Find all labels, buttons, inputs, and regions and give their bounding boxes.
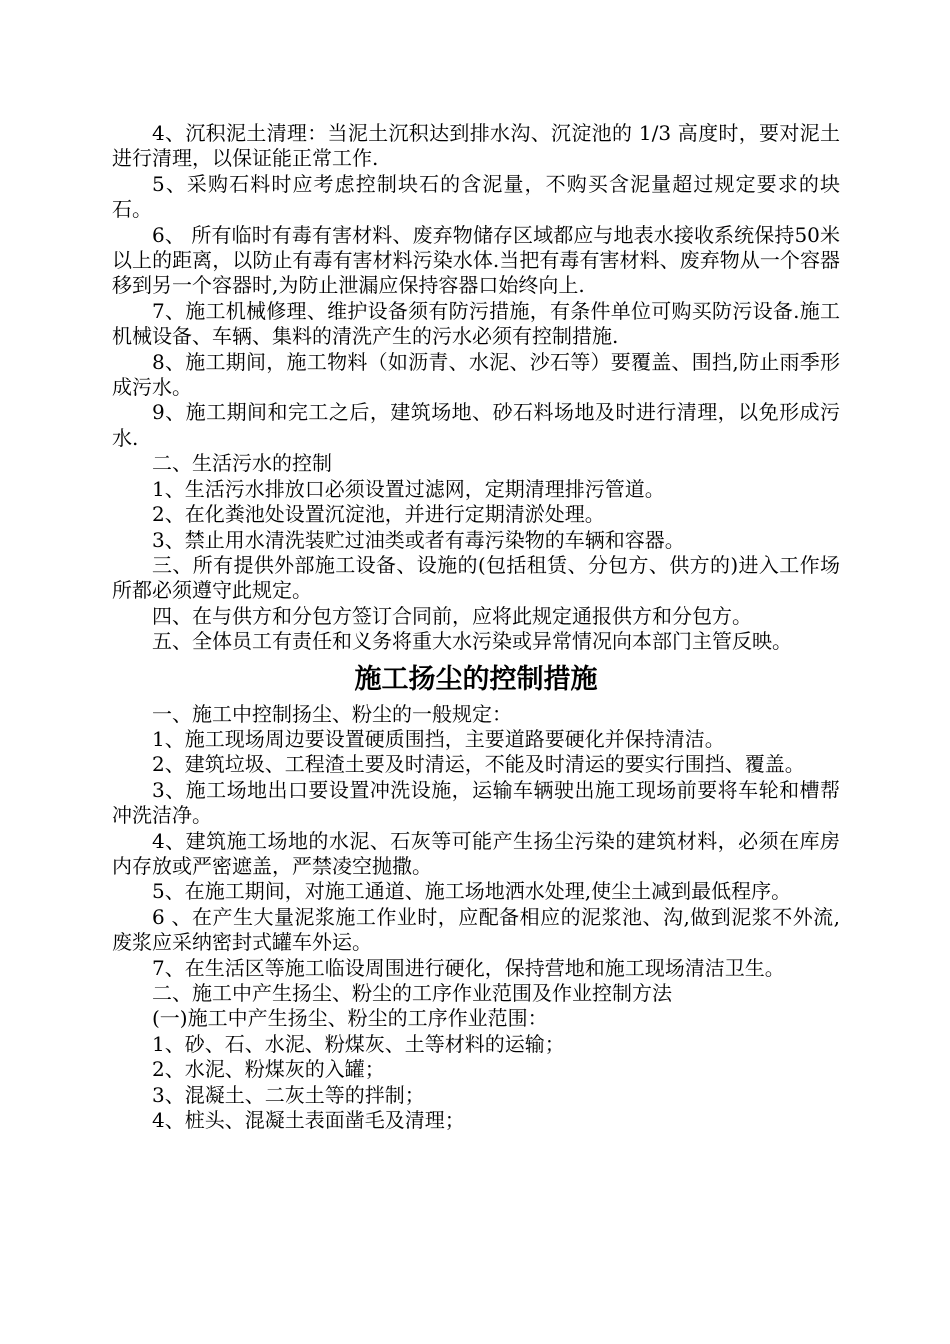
paragraph: 五、全体员工有责任和义务将重大水污染或异常情况向本部门主管反映。 — [152, 629, 792, 654]
paragraph: 2、在化粪池处设置沉淀池，并进行定期清淤处理。 — [152, 502, 605, 527]
paragraph: 2、建筑垃圾、工程渣土要及时清运，不能及时清运的要实行围挡、覆盖。 — [152, 752, 805, 777]
paragraph: 5、采购石料时应考虑控制块石的含泥量，不购买含泥量超过规定要求的块石。 — [112, 171, 840, 222]
paragraph: 三、所有提供外部施工设备、设施的(包括租赁、分包方、供方的)进入工作场所都必须遵守此规定。 — [112, 552, 840, 603]
list-item: 3、混凝土、二灰土等的拌制； — [152, 1082, 425, 1107]
subheading: (一)施工中产生扬尘、粉尘的工序作业范围： — [152, 1006, 548, 1031]
subheading: 二、生活污水的控制 — [152, 451, 332, 476]
paragraph: 四、在与供方和分包方签订合同前，应将此规定通报供方和分包方。 — [152, 603, 752, 628]
paragraph: 3、施工场地出口要设置冲洗设施，运输车辆驶出施工现场前要将车轮和槽帮冲洗洁净。 — [112, 777, 840, 828]
subheading: 一、施工中控制扬尘、粉尘的一般规定： — [152, 701, 512, 726]
paragraph: 5、在施工期间，对施工通道、施工场地洒水处理,使尘土减到最低程序。 — [152, 879, 792, 904]
paragraph: 8、施工期间，施工物料（如沥青、水泥、沙石等）要覆盖、围挡,防止雨季形成污水。 — [112, 349, 840, 400]
paragraph: 7、施工机械修理、维护设备须有防污措施，有条件单位可购买防污设备.施工机械设备、车辆、集料的清洗产生的污水必须有控制措施. — [112, 298, 840, 349]
paragraph: 4、沉积泥土清理：当泥土沉积达到排水沟、沉淀池的 1/3 高度时，要对泥土进行清理，以保证能正常工作. — [112, 121, 840, 171]
paragraph: 6 、在产生大量泥浆施工作业时，应配备相应的泥浆池、沟,做到泥浆不外流,废浆应采纳密封式罐车外运。 — [112, 904, 840, 955]
paragraph: 9、施工期间和完工之后，建筑场地、砂石料场地及时进行清理，以免形成污水. — [112, 400, 840, 450]
section-title: 施工扬尘的控制措施 — [354, 663, 598, 695]
paragraph: 7、在生活区等施工临设周围进行硬化，保持营地和施工现场清洁卫生。 — [152, 955, 785, 980]
list-item: 4、桩头、混凝土表面凿毛及清理； — [152, 1108, 465, 1133]
paragraph: 4、建筑施工场地的水泥、石灰等可能产生扬尘污染的建筑材料，必须在库房内存放或严密遮盖，严禁凌空抛撒。 — [112, 828, 840, 878]
paragraph: 6、 所有临时有毒有害材料、废弃物储存区域都应与地表水接收系统保持50米以上的距离，以防止有毒有害材料污染水体.当把有毒有害材料、废弃物从一个容器移到另一个容器时,为防止泄漏应保持容器口始终向上. — [112, 222, 840, 298]
document-body — [112, 121, 840, 1133]
subheading: 二、施工中产生扬尘、粉尘的工序作业范围及作业控制方法 — [152, 981, 672, 1005]
list-item: 1、砂、石、水泥、粉煤灰、土等材料的运输； — [152, 1031, 565, 1056]
list-item: 2、水泥、粉煤灰的入罐； — [152, 1057, 385, 1082]
paragraph: 3、禁止用水清洗装贮过油类或者有毒污染物的车辆和容器。 — [152, 527, 685, 552]
paragraph: 1、生活污水排放口必须设置过滤网，定期清理排污管道。 — [152, 476, 665, 501]
paragraph: 1、施工现场周边要设置硬质围挡，主要道路要硬化并保持清洁。 — [152, 726, 725, 751]
